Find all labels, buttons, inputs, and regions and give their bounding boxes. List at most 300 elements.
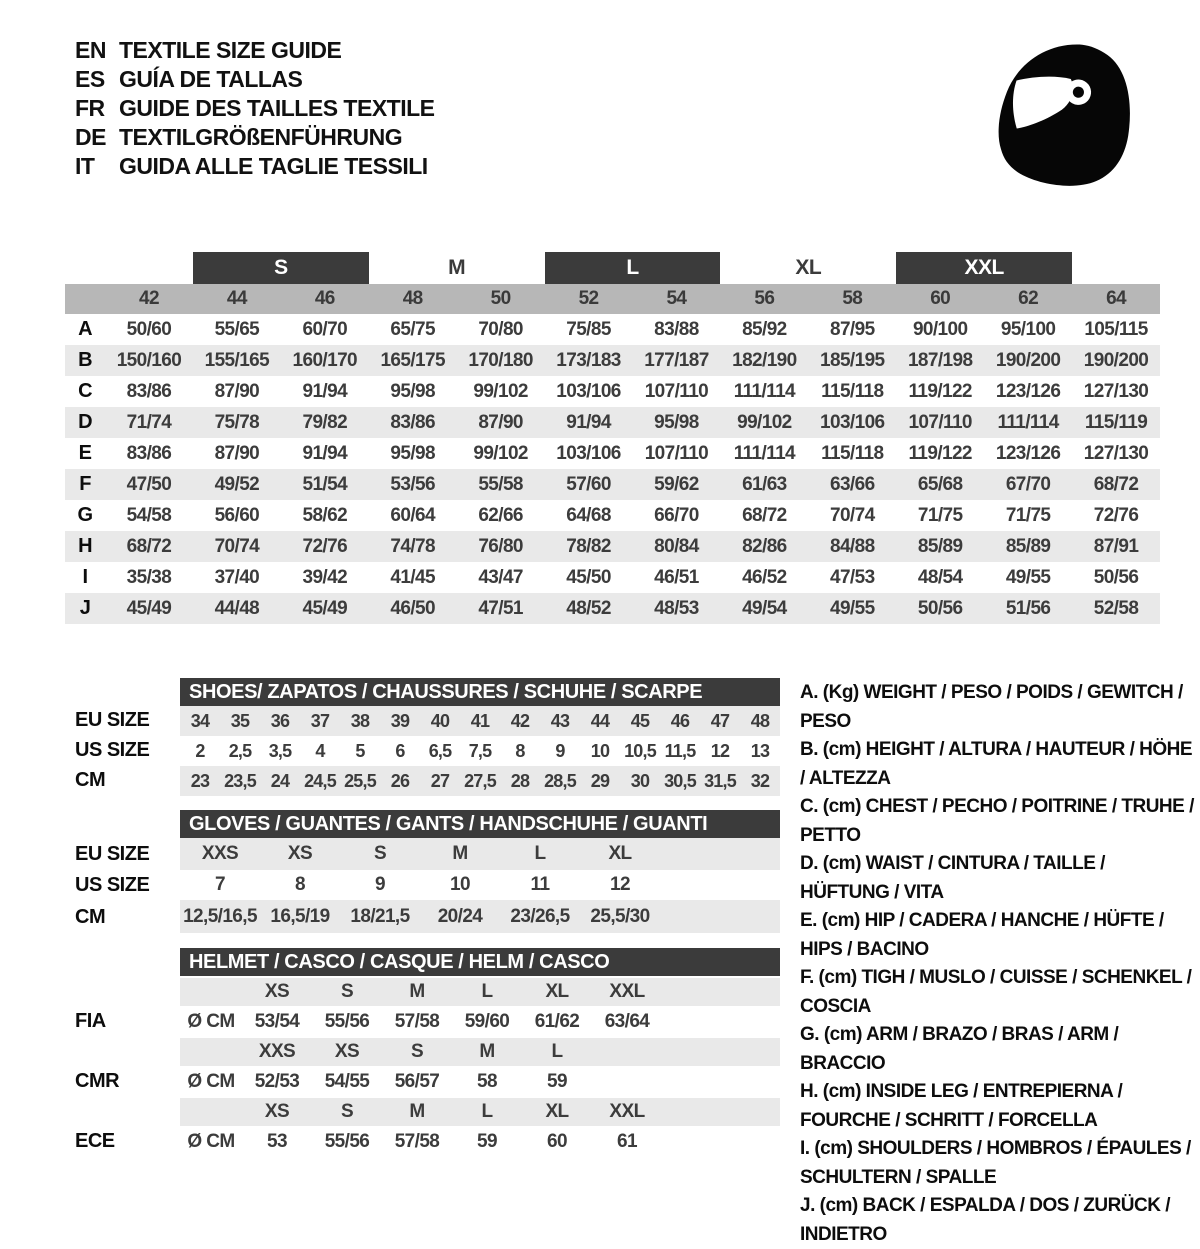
column-header-cell: 64 bbox=[1106, 288, 1126, 309]
shoes-value-cell: 44 bbox=[590, 710, 610, 731]
value-cell: 76/80 bbox=[478, 535, 523, 557]
shoes-value-cell: 38 bbox=[350, 710, 370, 731]
value-cell: 55/58 bbox=[478, 473, 523, 495]
size-band-xl: XL bbox=[795, 256, 822, 279]
gloves-value-cell: 18/21,5 bbox=[350, 905, 410, 927]
value-cell: 115/118 bbox=[821, 380, 884, 402]
helmet-value-cell: 59 bbox=[477, 1131, 497, 1152]
value-cell: 173/183 bbox=[556, 349, 621, 371]
helmet-value-cell: 61/62 bbox=[534, 1011, 580, 1032]
value-cell: 123/126 bbox=[995, 380, 1061, 402]
language-code: ES bbox=[75, 66, 105, 92]
helmet-size-cell: M bbox=[479, 1041, 495, 1062]
value-cell: 66/70 bbox=[654, 504, 699, 526]
value-cell: 87/90 bbox=[478, 411, 523, 433]
value-cell: 85/89 bbox=[1005, 535, 1051, 557]
shoes-cm-row bbox=[180, 766, 780, 796]
value-cell: 55/65 bbox=[214, 318, 260, 340]
language-code: EN bbox=[75, 37, 106, 63]
helmet-unit-cell: Ø CM bbox=[187, 1011, 235, 1032]
language-row bbox=[75, 152, 435, 181]
legend-item: A. (Kg) WEIGHT / PESO / POIDS / GEWITCH / PESO bbox=[800, 682, 1183, 732]
helmet-size-cell: XS bbox=[334, 1041, 360, 1062]
column-header-cell: 50 bbox=[490, 288, 511, 309]
table-row bbox=[65, 531, 1160, 562]
value-cell: 75/85 bbox=[566, 318, 611, 340]
gloves-us-size-row bbox=[180, 870, 780, 900]
column-header-cell: 54 bbox=[666, 288, 687, 309]
shoes-value-cell: 42 bbox=[510, 710, 530, 731]
helmet-ece-label: ECE bbox=[75, 1130, 115, 1152]
value-cell: 82/86 bbox=[742, 535, 787, 557]
gloves-value-cell: L bbox=[534, 843, 546, 864]
value-cell: 71/74 bbox=[126, 411, 172, 433]
value-cell: 87/90 bbox=[214, 442, 260, 464]
value-cell: 35/38 bbox=[126, 566, 172, 588]
shoes-value-cell: 10,5 bbox=[624, 740, 656, 761]
legend-item: D. (cm) WAIST / CINTURA / TAILLE / HÜFTUNG / VITA bbox=[800, 853, 1105, 903]
value-cell: 107/110 bbox=[644, 442, 709, 464]
gloves-value-cell: 12 bbox=[610, 874, 630, 895]
value-cell: 99/102 bbox=[473, 380, 528, 402]
value-cell: 95/98 bbox=[390, 442, 435, 464]
table-row bbox=[65, 345, 1160, 376]
helmet-size-cell: XXS bbox=[258, 1041, 296, 1062]
helmet-value-cell: 60 bbox=[547, 1131, 567, 1152]
value-cell: 87/91 bbox=[1093, 535, 1139, 557]
helmet-value-cell: 63/64 bbox=[604, 1011, 650, 1032]
shoes-us-size-label: US SIZE bbox=[75, 739, 150, 761]
helmet-unit-cell: Ø CM bbox=[187, 1071, 235, 1092]
helmet-value-cell: 61 bbox=[617, 1131, 637, 1152]
helmet-size-cell: XS bbox=[264, 981, 290, 1002]
column-header-cell: 56 bbox=[754, 288, 775, 309]
textile-size-band bbox=[65, 252, 1160, 284]
value-cell: 47/53 bbox=[830, 566, 875, 588]
value-cell: 56/60 bbox=[214, 504, 260, 526]
row-letter: D bbox=[78, 411, 92, 433]
helmet-value-cell: 54/55 bbox=[324, 1071, 370, 1092]
value-cell: 37/40 bbox=[214, 566, 260, 588]
value-cell: 53/56 bbox=[390, 473, 435, 495]
shoes-value-cell: 30,5 bbox=[664, 770, 696, 791]
value-cell: 182/190 bbox=[732, 349, 797, 371]
helmet-fia-sizes-row bbox=[180, 978, 780, 1006]
row-letter: F bbox=[79, 473, 91, 495]
language-row bbox=[75, 94, 435, 123]
gloves-value-cell: M bbox=[452, 843, 468, 864]
value-cell: 75/78 bbox=[214, 411, 260, 433]
column-header-cell: 48 bbox=[402, 288, 423, 309]
value-cell: 54/58 bbox=[126, 504, 172, 526]
value-cell: 50/60 bbox=[126, 318, 172, 340]
shoes-value-cell: 37 bbox=[310, 710, 330, 731]
shoes-value-cell: 26 bbox=[390, 770, 410, 791]
shoes-eu-size-label: EU SIZE bbox=[75, 709, 150, 731]
value-cell: 43/47 bbox=[478, 566, 523, 588]
value-cell: 160/170 bbox=[292, 349, 358, 371]
shoes-value-cell: 32 bbox=[750, 770, 770, 791]
value-cell: 85/89 bbox=[917, 535, 963, 557]
shoes-value-cell: 35 bbox=[230, 710, 250, 731]
shoes-us-size-row bbox=[180, 736, 780, 766]
value-cell: 127/130 bbox=[1083, 380, 1149, 402]
value-cell: 45/49 bbox=[126, 597, 172, 619]
value-cell: 95/100 bbox=[1000, 318, 1056, 340]
value-cell: 44/48 bbox=[214, 597, 260, 619]
table-row bbox=[65, 438, 1160, 469]
helmet-size-spacer bbox=[180, 978, 242, 1006]
value-cell: 48/52 bbox=[566, 597, 611, 619]
size-band-s: S bbox=[193, 252, 369, 284]
gloves-us-size-label: US SIZE bbox=[75, 874, 150, 896]
value-cell: 50/56 bbox=[917, 597, 963, 619]
value-cell: 150/160 bbox=[116, 349, 182, 371]
value-cell: 127/130 bbox=[1083, 442, 1149, 464]
shoes-cm-label: CM bbox=[75, 769, 106, 791]
shoes-value-cell: 11,5 bbox=[664, 740, 696, 761]
row-letter: B bbox=[78, 349, 92, 371]
legend-item: E. (cm) HIP / CADERA / HANCHE / HÜFTE / HIPS / BACINO bbox=[800, 910, 1164, 960]
helmet-cmr-sizes-row bbox=[180, 1038, 780, 1066]
gloves-eu-size-row bbox=[180, 838, 780, 870]
helmet-value-cell bbox=[592, 1066, 662, 1098]
gloves-value-cell: XL bbox=[608, 843, 632, 864]
shoes-value-cell: 6 bbox=[395, 740, 405, 761]
column-header-cell: 44 bbox=[226, 288, 247, 309]
value-cell: 103/106 bbox=[820, 411, 885, 433]
shoes-value-cell: 28,5 bbox=[544, 770, 576, 791]
shoes-value-cell: 36 bbox=[270, 710, 290, 731]
helmet-size-cell: XXL bbox=[609, 1101, 645, 1122]
value-cell: 64/68 bbox=[566, 504, 611, 526]
value-cell: 70/74 bbox=[214, 535, 260, 557]
helmet-size-cell: L bbox=[481, 981, 493, 1002]
legend-item: I. (cm) SHOULDERS / HOMBROS / ÉPAULES / SCHULTERN / SPALLE bbox=[800, 1138, 1191, 1188]
value-cell: 111/114 bbox=[997, 411, 1059, 433]
value-cell: 71/75 bbox=[1005, 504, 1051, 526]
table-row bbox=[65, 469, 1160, 500]
gloves-value-cell: 25,5/30 bbox=[590, 905, 650, 927]
shoes-value-cell: 6,5 bbox=[428, 740, 452, 761]
value-cell: 49/55 bbox=[1005, 566, 1051, 588]
column-header-cell: 62 bbox=[1018, 288, 1039, 309]
value-cell: 46/51 bbox=[654, 566, 699, 588]
helmet-value-cell: 53/54 bbox=[254, 1011, 300, 1032]
helmet-value-cell: 53 bbox=[267, 1131, 287, 1152]
value-cell: 65/75 bbox=[390, 318, 435, 340]
shoes-value-cell: 25,5 bbox=[344, 770, 376, 791]
value-cell: 60/70 bbox=[302, 318, 348, 340]
legend-item: G. (cm) ARM / BRAZO / BRAS / ARM / BRACCIO bbox=[800, 1024, 1119, 1074]
shoes-value-cell: 31,5 bbox=[704, 770, 736, 791]
helmet-value-cell: 57/58 bbox=[394, 1011, 440, 1032]
value-cell: 107/110 bbox=[908, 411, 972, 433]
value-cell: 123/126 bbox=[995, 442, 1061, 464]
column-header-cell: 46 bbox=[314, 288, 335, 309]
helmet-size-cell: XL bbox=[545, 981, 569, 1002]
value-cell: 68/72 bbox=[742, 504, 787, 526]
value-cell: 58/62 bbox=[302, 504, 348, 526]
table-row bbox=[65, 500, 1160, 531]
value-cell: 115/118 bbox=[821, 442, 884, 464]
shoes-value-cell: 23,5 bbox=[224, 770, 256, 791]
gloves-eu-size-label: EU SIZE bbox=[75, 843, 150, 865]
helmet-value-cell: 59 bbox=[547, 1071, 567, 1092]
language-label: TEXTILE SIZE GUIDE bbox=[119, 37, 342, 63]
language-code: FR bbox=[75, 95, 105, 121]
helmet-value-cell: 57/58 bbox=[394, 1131, 440, 1152]
value-cell: 95/98 bbox=[654, 411, 699, 433]
value-cell: 68/72 bbox=[126, 535, 172, 557]
helmet-value-cell: 55/56 bbox=[324, 1131, 370, 1152]
gloves-cm-label: CM bbox=[75, 906, 106, 928]
value-cell: 95/98 bbox=[390, 380, 435, 402]
helmet-section-header: HELMET / CASCO / CASQUE / HELM / CASCO bbox=[180, 948, 780, 976]
table-row bbox=[65, 562, 1160, 593]
value-cell: 107/110 bbox=[644, 380, 709, 402]
helmet-size-cell: XL bbox=[545, 1101, 569, 1122]
value-cell: 165/175 bbox=[380, 349, 445, 371]
value-cell: 87/90 bbox=[214, 380, 260, 402]
value-cell: 111/114 bbox=[733, 380, 796, 402]
helmet-size-spacer bbox=[180, 1038, 242, 1066]
value-cell: 80/84 bbox=[654, 535, 699, 557]
shoes-value-cell: 27,5 bbox=[464, 770, 496, 791]
language-label: GUIDA ALLE TAGLIE TESSILI bbox=[119, 153, 428, 179]
value-cell: 111/114 bbox=[733, 442, 796, 464]
helmet-value-cell: 55/56 bbox=[324, 1011, 370, 1032]
measurement-legend bbox=[800, 679, 1194, 1249]
value-cell: 45/50 bbox=[566, 566, 611, 588]
column-header-cell: 58 bbox=[842, 288, 863, 309]
helmet-ece-values-row bbox=[180, 1126, 780, 1158]
column-header-cell: 60 bbox=[930, 288, 951, 309]
value-cell: 91/94 bbox=[302, 380, 348, 402]
helmet-size-cell: L bbox=[481, 1101, 493, 1122]
value-cell: 60/64 bbox=[390, 504, 435, 526]
value-cell: 49/52 bbox=[214, 473, 260, 495]
language-label: GUIDE DES TAILLES TEXTILE bbox=[119, 95, 435, 121]
textile-measurement-table bbox=[65, 314, 1160, 624]
column-header-cell: 52 bbox=[578, 288, 599, 309]
value-cell: 83/86 bbox=[390, 411, 435, 433]
value-cell: 90/100 bbox=[912, 318, 968, 340]
value-cell: 83/88 bbox=[654, 318, 699, 340]
shoes-value-cell: 28 bbox=[510, 770, 530, 791]
value-cell: 87/95 bbox=[830, 318, 875, 340]
value-cell: 63/66 bbox=[830, 473, 875, 495]
value-cell: 79/82 bbox=[302, 411, 348, 433]
shoes-value-cell: 30 bbox=[630, 770, 650, 791]
value-cell: 70/74 bbox=[830, 504, 875, 526]
value-cell: 48/54 bbox=[917, 566, 963, 588]
gloves-value-cell: 9 bbox=[375, 874, 385, 895]
value-cell: 57/60 bbox=[566, 473, 611, 495]
row-letter: G bbox=[77, 504, 93, 526]
gloves-cm-row bbox=[180, 900, 780, 933]
helmet-fia-label: FIA bbox=[75, 1010, 106, 1032]
table-row bbox=[65, 376, 1160, 407]
helmet-value-cell: 56/57 bbox=[394, 1071, 440, 1092]
size-band-l: L bbox=[545, 252, 721, 284]
gloves-value-cell: 23/26,5 bbox=[510, 905, 570, 927]
size-band-m: M bbox=[448, 256, 466, 279]
legend-item: C. (cm) CHEST / PECHO / POITRINE / TRUHE / PETTO bbox=[800, 796, 1194, 846]
gloves-value-cell: 12,5/16,5 bbox=[183, 905, 257, 927]
helmet-fia-values-row bbox=[180, 1006, 780, 1038]
value-cell: 91/94 bbox=[566, 411, 611, 433]
value-cell: 72/76 bbox=[1093, 504, 1139, 526]
language-code: IT bbox=[75, 153, 95, 179]
row-letter: E bbox=[78, 442, 92, 464]
size-band-xxl: XXL bbox=[896, 252, 1072, 284]
table-row bbox=[65, 593, 1160, 624]
gloves-value-cell: S bbox=[373, 843, 387, 864]
shoes-value-cell: 2 bbox=[195, 740, 205, 761]
row-letter: J bbox=[79, 597, 91, 619]
helmet-ece-sizes-row bbox=[180, 1098, 780, 1126]
shoes-section-header: SHOES/ ZAPATOS / CHAUSSURES / SCHUHE / SCARPE bbox=[180, 678, 780, 706]
value-cell: 49/55 bbox=[830, 597, 875, 619]
helmet-size-cell: XS bbox=[264, 1101, 290, 1122]
value-cell: 185/195 bbox=[820, 349, 885, 371]
shoes-value-cell: 23 bbox=[190, 770, 210, 791]
value-cell: 85/92 bbox=[742, 318, 787, 340]
language-title-list bbox=[75, 36, 435, 181]
value-cell: 65/68 bbox=[917, 473, 963, 495]
shoes-value-cell: 43 bbox=[550, 710, 570, 731]
value-cell: 47/50 bbox=[126, 473, 172, 495]
value-cell: 115/119 bbox=[1084, 411, 1148, 433]
value-cell: 67/70 bbox=[1005, 473, 1051, 495]
value-cell: 72/76 bbox=[302, 535, 348, 557]
shoes-value-cell: 5 bbox=[355, 740, 365, 761]
shoes-value-cell: 24,5 bbox=[304, 770, 336, 791]
value-cell: 62/66 bbox=[478, 504, 523, 526]
value-cell: 49/54 bbox=[742, 597, 787, 619]
value-cell: 51/56 bbox=[1005, 597, 1051, 619]
value-cell: 187/198 bbox=[907, 349, 973, 371]
row-letter: I bbox=[82, 566, 88, 588]
gloves-value-cell: XXS bbox=[201, 843, 239, 864]
shoes-value-cell: 47 bbox=[710, 710, 730, 731]
value-cell: 83/86 bbox=[126, 442, 172, 464]
helmet-size-cell: M bbox=[409, 1101, 425, 1122]
value-cell: 99/102 bbox=[737, 411, 792, 433]
shoes-value-cell: 39 bbox=[390, 710, 410, 731]
shoes-value-cell: 45 bbox=[630, 710, 650, 731]
shoes-value-cell: 12 bbox=[710, 740, 730, 761]
helmet-unit-cell: Ø CM bbox=[187, 1131, 235, 1152]
gloves-value-cell: 16,5/19 bbox=[270, 905, 330, 927]
table-row bbox=[65, 314, 1160, 345]
shoes-value-cell: 3,5 bbox=[268, 740, 292, 761]
value-cell: 46/50 bbox=[390, 597, 435, 619]
shoes-value-cell: 2,5 bbox=[228, 740, 252, 761]
table-row bbox=[65, 407, 1160, 438]
helmet-value-cell: 58 bbox=[477, 1071, 497, 1092]
value-cell: 190/200 bbox=[1083, 349, 1149, 371]
row-letter: A bbox=[78, 318, 92, 340]
value-cell: 103/106 bbox=[556, 380, 621, 402]
helmet-value-cell: 52/53 bbox=[254, 1071, 300, 1092]
shoes-value-cell: 29 bbox=[590, 770, 610, 791]
shoes-value-cell: 4 bbox=[315, 740, 325, 761]
value-cell: 41/45 bbox=[390, 566, 435, 588]
gloves-value-cell: 7 bbox=[215, 874, 225, 895]
value-cell: 83/86 bbox=[126, 380, 172, 402]
helmet-cmr-label: CMR bbox=[75, 1070, 120, 1092]
shoes-eu-size-row bbox=[180, 706, 780, 736]
helmet-size-cell bbox=[592, 1038, 662, 1066]
gloves-value-cell: 20/24 bbox=[437, 905, 483, 927]
shoes-value-cell: 8 bbox=[515, 740, 525, 761]
textile-column-header bbox=[65, 284, 1160, 314]
shoes-value-cell: 24 bbox=[270, 770, 290, 791]
shoes-value-cell: 46 bbox=[670, 710, 690, 731]
row-letter: C bbox=[78, 380, 92, 402]
legend-item: J. (cm) BACK / ESPALDA / DOS / ZURÜCK / INDIETRO bbox=[800, 1195, 1171, 1245]
gloves-value-cell: 10 bbox=[450, 874, 470, 895]
value-cell: 71/75 bbox=[917, 504, 963, 526]
value-cell: 99/102 bbox=[473, 442, 528, 464]
value-cell: 50/56 bbox=[1093, 566, 1139, 588]
helmet-size-cell: S bbox=[340, 1101, 354, 1122]
helmet-size-spacer bbox=[180, 1098, 242, 1126]
value-cell: 78/82 bbox=[566, 535, 611, 557]
value-cell: 59/62 bbox=[654, 473, 699, 495]
language-label: GUÍA DE TALLAS bbox=[119, 66, 303, 92]
language-row bbox=[75, 65, 435, 94]
value-cell: 119/122 bbox=[908, 442, 972, 464]
value-cell: 119/122 bbox=[908, 380, 972, 402]
value-cell: 155/165 bbox=[204, 349, 270, 371]
language-label: TEXTILGRÖßENFÜHRUNG bbox=[119, 124, 403, 150]
value-cell: 84/88 bbox=[830, 535, 875, 557]
value-cell: 190/200 bbox=[995, 349, 1061, 371]
shoes-value-cell: 9 bbox=[555, 740, 565, 761]
racing-helmet-icon bbox=[982, 38, 1147, 190]
value-cell: 61/63 bbox=[742, 473, 787, 495]
value-cell: 70/80 bbox=[478, 318, 523, 340]
value-cell: 103/106 bbox=[556, 442, 621, 464]
column-header-cell: 42 bbox=[138, 288, 159, 309]
value-cell: 68/72 bbox=[1093, 473, 1139, 495]
value-cell: 91/94 bbox=[302, 442, 348, 464]
shoes-value-cell: 40 bbox=[430, 710, 450, 731]
legend-item: F. (cm) TIGH / MUSLO / CUISSE / SCHENKEL / COSCIA bbox=[800, 967, 1192, 1017]
language-row bbox=[75, 36, 435, 65]
gloves-value-cell: 11 bbox=[530, 874, 550, 895]
shoes-value-cell: 41 bbox=[470, 710, 490, 731]
helmet-size-cell: L bbox=[551, 1041, 563, 1062]
shoes-value-cell: 27 bbox=[430, 770, 450, 791]
language-code: DE bbox=[75, 124, 106, 150]
value-cell: 39/42 bbox=[302, 566, 348, 588]
value-cell: 105/115 bbox=[1084, 318, 1148, 340]
column-header-spacer bbox=[65, 284, 105, 314]
value-cell: 170/180 bbox=[468, 349, 533, 371]
value-cell: 52/58 bbox=[1093, 597, 1139, 619]
value-cell: 47/51 bbox=[478, 597, 523, 619]
helmet-size-cell: XXL bbox=[609, 981, 645, 1002]
gloves-section-header: GLOVES / GUANTES / GANTS / HANDSCHUHE / GUANTI bbox=[180, 810, 780, 838]
helmet-cmr-values-row bbox=[180, 1066, 780, 1098]
shoes-value-cell: 7,5 bbox=[468, 740, 492, 761]
helmet-size-cell: S bbox=[340, 981, 354, 1002]
value-cell: 74/78 bbox=[390, 535, 435, 557]
